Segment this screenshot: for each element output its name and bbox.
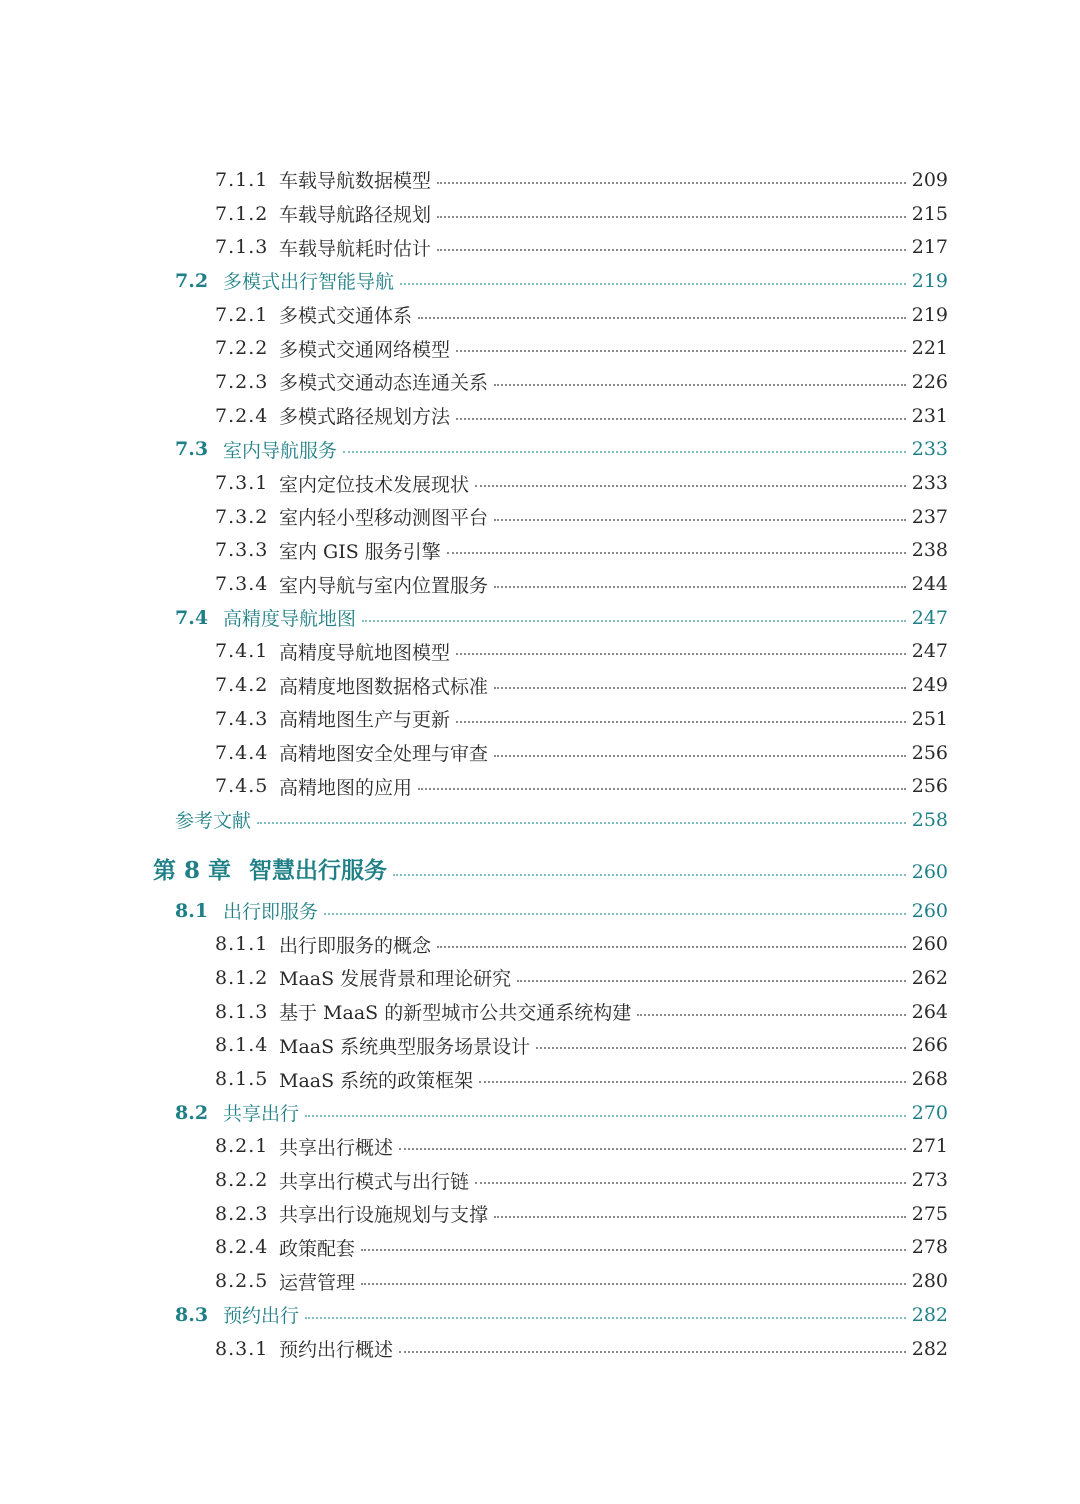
entry-page-number: 217 (911, 236, 948, 259)
dot-leader (494, 519, 906, 521)
dot-leader (456, 653, 906, 655)
entry-number: 8.1.3 (215, 1000, 269, 1023)
entry-page-number: 226 (911, 370, 948, 393)
chapter-page-number: 260 (911, 860, 948, 883)
toc-subsection-entry[interactable] (0, 1130, 1080, 1164)
entry-number: 7.4.2 (215, 674, 269, 697)
toc-section-entry[interactable] (0, 601, 1080, 635)
entry-page-number: 215 (911, 202, 948, 225)
dot-leader (324, 913, 906, 915)
entry-page-number: 271 (911, 1135, 948, 1158)
entry-title: 参考文献 (175, 810, 252, 833)
entry-page-number: 266 (911, 1034, 948, 1057)
entry-title: MaaS 发展背景和理论研究 (279, 968, 512, 991)
dot-leader (456, 721, 906, 723)
toc-section-entry[interactable] (0, 264, 1080, 298)
dot-leader (361, 1283, 906, 1285)
toc-subsection-entry[interactable] (0, 668, 1080, 702)
entry-title: 多模式交通动态连通关系 (279, 372, 489, 395)
toc-subsection-entry[interactable] (0, 230, 1080, 264)
entry-number: 8.2.1 (215, 1135, 269, 1158)
entry-title: 室内定位技术发展现状 (279, 473, 470, 496)
table-of-contents (0, 163, 1080, 1365)
entry-number: 7.4.3 (215, 707, 269, 730)
dot-leader (437, 216, 906, 218)
entry-number: 7.4.4 (215, 741, 269, 764)
entry-title: 室内导航服务 (223, 439, 338, 462)
entry-number: 8.2.5 (215, 1270, 269, 1293)
dot-leader (437, 182, 906, 184)
toc-subsection-entry[interactable] (0, 534, 1080, 568)
entry-title: 预约出行概述 (279, 1339, 394, 1362)
entry-title: 运营管理 (279, 1271, 356, 1294)
entry-page-number: 264 (911, 1000, 948, 1023)
entry-page-number: 260 (911, 899, 948, 922)
entry-title: 多模式出行智能导航 (223, 271, 395, 294)
dot-leader (517, 980, 906, 982)
toc-subsection-entry[interactable] (0, 500, 1080, 534)
dot-leader (418, 317, 906, 319)
toc-subsection-entry[interactable] (0, 567, 1080, 601)
entry-number: 8.2.4 (215, 1236, 269, 1259)
entry-page-number: 233 (911, 472, 948, 495)
entry-number: 8.2.3 (215, 1202, 269, 1225)
toc-subsection-entry[interactable] (0, 702, 1080, 736)
entry-page-number: 238 (911, 539, 948, 562)
dot-leader (637, 1014, 906, 1016)
entry-number: 8.1.5 (215, 1068, 269, 1091)
entry-title: 共享出行设施规划与支撑 (279, 1204, 489, 1227)
entry-title: 高精度导航地图 (223, 608, 357, 631)
entry-page-number: 258 (911, 808, 948, 831)
entry-number: 7.2 (175, 269, 209, 292)
dot-leader (447, 552, 906, 554)
entry-number: 7.2.4 (215, 404, 269, 427)
toc-subsection-entry[interactable] (0, 399, 1080, 433)
dot-leader (494, 1216, 906, 1218)
toc-subsection-entry[interactable] (0, 1332, 1080, 1366)
entry-page-number: 282 (911, 1303, 948, 1326)
dot-leader (437, 946, 906, 948)
dot-leader (494, 384, 906, 386)
entry-number: 7.4.1 (215, 640, 269, 663)
entry-title: 基于 MaaS 的新型城市公共交通系统构建 (279, 1002, 632, 1025)
entry-title: 室内导航与室内位置服务 (279, 574, 489, 597)
entry-title: 出行即服务的概念 (279, 934, 432, 957)
entry-page-number: 209 (911, 168, 948, 191)
toc-subsection-entry[interactable] (0, 1197, 1080, 1231)
toc-subsection-entry[interactable] (0, 466, 1080, 500)
entry-title: 共享出行 (223, 1103, 300, 1126)
entry-title: 车载导航数据模型 (279, 170, 432, 193)
entry-number: 8.3 (175, 1303, 209, 1326)
entry-number: 8.1.1 (215, 933, 269, 956)
dot-leader (479, 1081, 906, 1083)
entry-number: 7.2.2 (215, 337, 269, 360)
dot-leader (343, 451, 906, 453)
toc-subsection-entry[interactable] (0, 1163, 1080, 1197)
entry-page-number: 275 (911, 1202, 948, 1225)
toc-subsection-entry[interactable] (0, 736, 1080, 770)
dot-leader (257, 822, 906, 824)
entry-page-number: 256 (911, 775, 948, 798)
entry-title: 高精地图生产与更新 (279, 709, 451, 732)
toc-refs-entry[interactable] (0, 803, 1080, 837)
entry-page-number: 278 (911, 1236, 948, 1259)
dot-leader (475, 1182, 906, 1184)
dot-leader (475, 485, 906, 487)
entry-page-number: 270 (911, 1101, 948, 1124)
toc-subsection-entry[interactable] (0, 635, 1080, 669)
entry-page-number: 260 (911, 933, 948, 956)
entry-number: 7.3.3 (215, 539, 269, 562)
dot-leader (494, 755, 906, 757)
entry-number: 8.2.2 (215, 1169, 269, 1192)
entry-page-number: 244 (911, 573, 948, 596)
dot-leader (361, 1249, 906, 1251)
dot-leader (456, 418, 906, 420)
entry-number: 7.1.3 (215, 236, 269, 259)
entry-page-number: 280 (911, 1270, 948, 1293)
dot-leader (399, 1148, 906, 1150)
entry-number: 7.3 (175, 438, 209, 461)
entry-page-number: 262 (911, 966, 948, 989)
entry-page-number: 273 (911, 1169, 948, 1192)
dot-leader (437, 249, 906, 251)
entry-title: 预约出行 (223, 1305, 300, 1328)
entry-number: 7.3.1 (215, 472, 269, 495)
entry-page-number: 282 (911, 1337, 948, 1360)
entry-number: 7.3.4 (215, 573, 269, 596)
entry-title: 室内 GIS 服务引擎 (279, 540, 441, 563)
toc-section-entry[interactable] (0, 894, 1080, 928)
entry-page-number: 256 (911, 741, 948, 764)
chapter-title: 智慧出行服务 (249, 857, 387, 885)
dot-leader (393, 874, 906, 876)
entry-number: 8.1.2 (215, 966, 269, 989)
entry-title: 高精度导航地图模型 (279, 641, 451, 664)
entry-number: 8.3.1 (215, 1337, 269, 1360)
toc-subsection-entry[interactable] (0, 995, 1080, 1029)
entry-number: 7.2.1 (215, 303, 269, 326)
entry-page-number: 268 (911, 1068, 948, 1091)
dot-leader (305, 1317, 906, 1319)
entry-title: 多模式交通体系 (279, 305, 413, 328)
toc-chapter-heading[interactable] (0, 845, 1080, 893)
toc-subsection-entry[interactable] (0, 927, 1080, 961)
toc-subsection-entry[interactable] (0, 331, 1080, 365)
toc-subsection-entry[interactable] (0, 1264, 1080, 1298)
toc-subsection-entry[interactable] (0, 1062, 1080, 1096)
toc-subsection-entry[interactable] (0, 769, 1080, 803)
entry-title: 高精地图的应用 (279, 776, 413, 799)
entry-title: 共享出行概述 (279, 1136, 394, 1159)
entry-page-number: 219 (911, 269, 948, 292)
toc-subsection-entry[interactable] (0, 1029, 1080, 1063)
entry-page-number: 247 (911, 640, 948, 663)
entry-title: 高精度地图数据格式标准 (279, 675, 489, 698)
entry-page-number: 251 (911, 707, 948, 730)
entry-page-number: 247 (911, 606, 948, 629)
dot-leader (418, 788, 906, 790)
entry-page-number: 237 (911, 505, 948, 528)
entry-number: 8.2 (175, 1101, 209, 1124)
entry-page-number: 231 (911, 404, 948, 427)
dot-leader (400, 283, 906, 285)
toc-block-chapter-8 (0, 894, 1080, 1366)
dot-leader (305, 1115, 906, 1117)
entry-title: 车载导航耗时估计 (279, 237, 432, 260)
toc-subsection-entry[interactable] (0, 1231, 1080, 1265)
entry-number: 7.2.3 (215, 370, 269, 393)
toc-subsection-entry[interactable] (0, 197, 1080, 231)
entry-page-number: 233 (911, 438, 948, 461)
dot-leader (494, 687, 906, 689)
entry-number: 8.1 (175, 899, 209, 922)
entry-number: 7.4.5 (215, 775, 269, 798)
toc-subsection-entry[interactable] (0, 365, 1080, 399)
entry-title: 车载导航路径规划 (279, 204, 432, 227)
entry-number: 8.1.4 (215, 1034, 269, 1057)
toc-section-entry[interactable] (0, 1298, 1080, 1332)
entry-title: 多模式交通网络模型 (279, 338, 451, 361)
entry-number: 7.4 (175, 606, 209, 629)
entry-title: 高精地图安全处理与审查 (279, 743, 489, 766)
entry-title: 室内轻小型移动测图平台 (279, 507, 489, 530)
dot-leader (362, 620, 906, 622)
entry-page-number: 249 (911, 674, 948, 697)
entry-title: MaaS 系统典型服务场景设计 (279, 1035, 531, 1058)
dot-leader (456, 350, 906, 352)
entry-title: 共享出行模式与出行链 (279, 1170, 470, 1193)
entry-number: 7.1.1 (215, 168, 269, 191)
dot-leader (494, 586, 906, 588)
entry-number: 7.3.2 (215, 505, 269, 528)
entry-title: 多模式路径规划方法 (279, 406, 451, 429)
toc-block-chapter-7 (0, 163, 1080, 837)
toc-section-entry[interactable] (0, 433, 1080, 467)
toc-subsection-entry[interactable] (0, 163, 1080, 197)
toc-subsection-entry[interactable] (0, 961, 1080, 995)
entry-title: 政策配套 (279, 1237, 356, 1260)
dot-leader (536, 1047, 906, 1049)
entry-page-number: 219 (911, 303, 948, 326)
entry-page-number: 221 (911, 337, 948, 360)
dot-leader (399, 1351, 906, 1353)
entry-title: MaaS 系统的政策框架 (279, 1069, 474, 1092)
entry-title: 出行即服务 (223, 901, 319, 924)
chapter-number: 第 8 章 (153, 857, 232, 885)
toc-subsection-entry[interactable] (0, 298, 1080, 332)
toc-section-entry[interactable] (0, 1096, 1080, 1130)
entry-number: 7.1.2 (215, 202, 269, 225)
